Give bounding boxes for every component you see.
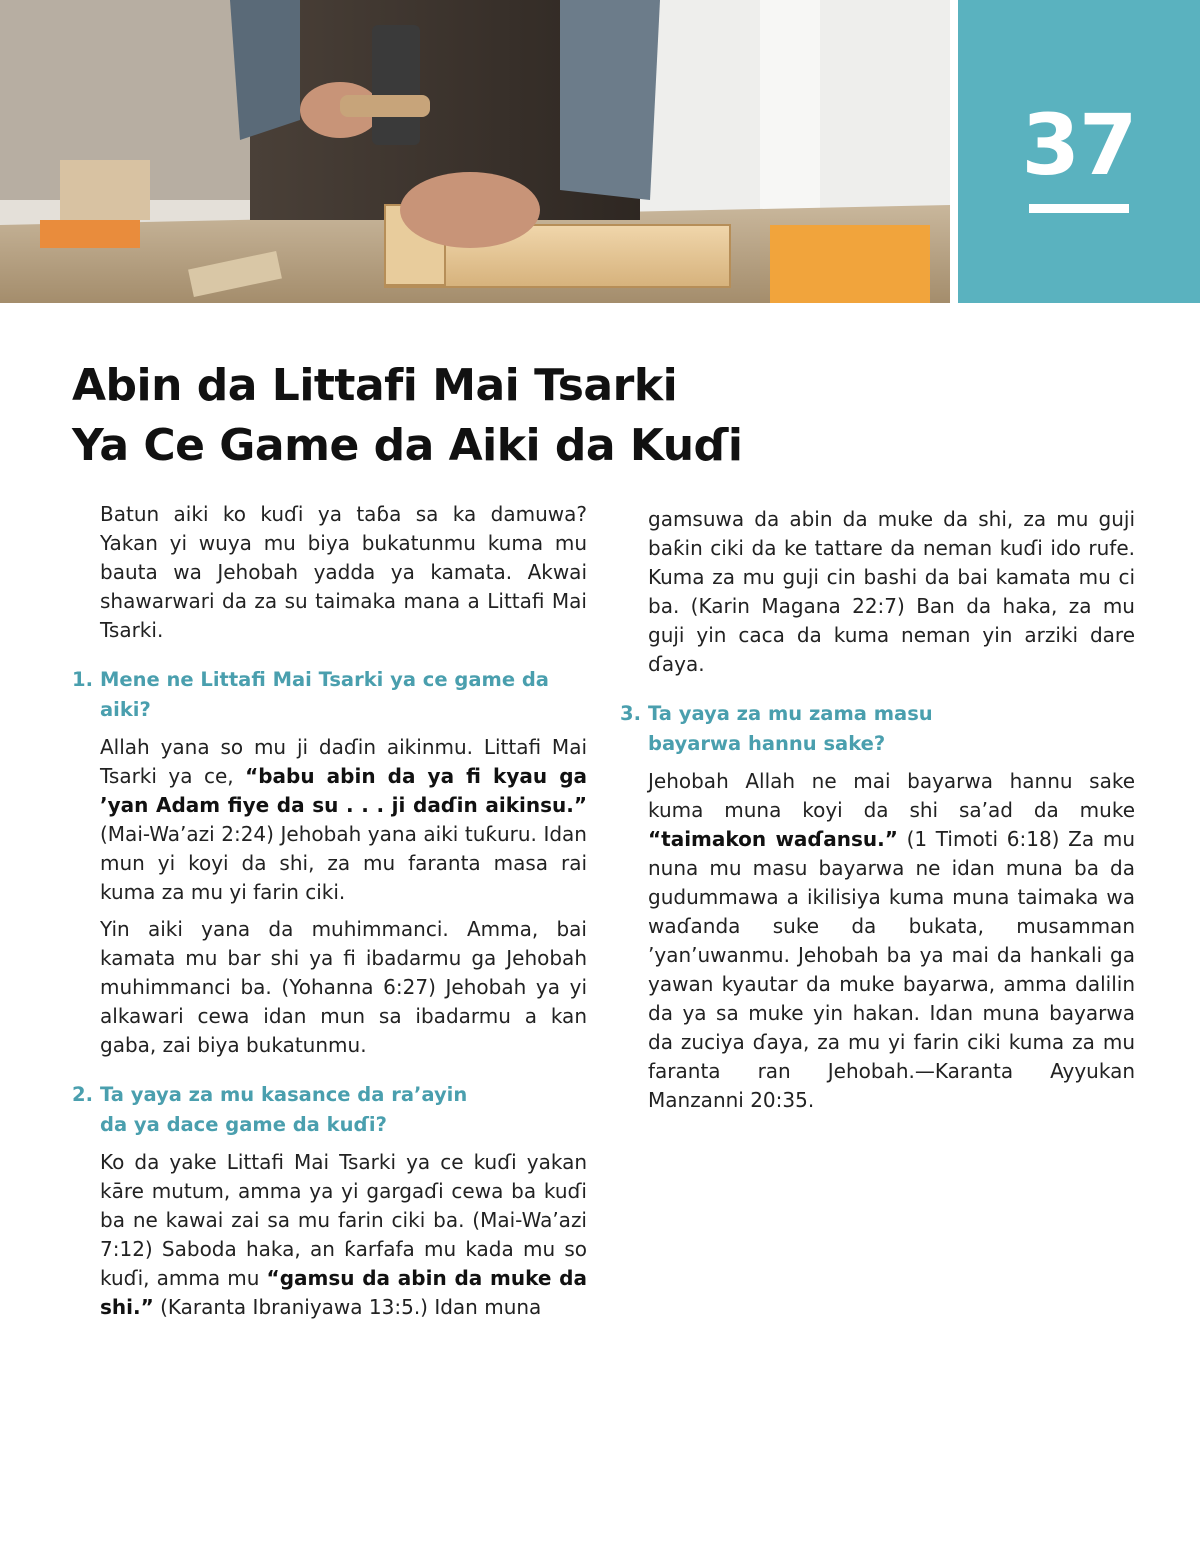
carpenter-illustration (0, 0, 950, 303)
question-1-heading (72, 665, 587, 725)
question-text: Ta yaya za mu zama masu bayarwa hannu sake? (648, 702, 933, 755)
section-2-paragraph-1-continued: gamsuwa da abin da muke da shi, za mu guji baƙin ciki da ke tattare da neman kuɗi ido rufe. Kuma za mu guji cin bashi da bai kamata mu ci ba. (Karin Magana 22:7) Ban da haka, za mu guji yin caca da kuma neman yin arziki dare ɗaya. (648, 507, 1135, 676)
lesson-number-panel (958, 0, 1200, 303)
title-line-1: Abin da Littafi Mai Tsarki (72, 360, 678, 411)
lesson-number: 37 (1021, 96, 1137, 194)
text-run: (Mai-Wa’azi 2:24) Jehobah yana aiki tuƙuru. Idan mun yi koyi da shi, za mu faranta masa rai kuma za mu yi farin ciki. (100, 822, 587, 904)
hero-photo (0, 0, 950, 303)
section-3-paragraph-1 (648, 767, 1135, 1115)
bold-quote: “taimakon waɗansu.” (648, 827, 898, 851)
bold-quote: “babu abin da ya fi kyau ga ’yan Adam fiye da su . . . ji daɗin aikinsu.” (100, 764, 587, 817)
question-text: Ta yaya za mu kasance da ra’ayin da ya dace game da kuɗi? (100, 1083, 468, 1136)
title-line-2: Ya Ce Game da Aiki da Kuɗi (72, 420, 743, 471)
text-run: (Karanta Ibraniyawa 13:5.) Idan muna (153, 1295, 542, 1319)
text-run: Jehobah Allah ne mai bayarwa hannu sake kuma muna koyi da shi sa’ad da muke (648, 769, 1135, 822)
right-column (620, 505, 1135, 1123)
intro-paragraph: Batun aiki ko kuɗi ya taɓa sa ka damuwa? Yakan yi wuya mu biya bukatunmu kuma mu bauta wa Jehobah yadda ya kamata. Akwai shawarwari da za su taimaka mana a Littafi Mai Tsarki. (100, 502, 587, 642)
text-run: Allah yana so mu ji daɗin aikinmu. Littafi Mai Tsarki ya ce, (100, 735, 587, 788)
text-run: Ko da yake Littafi Mai Tsarki ya ce kuɗi yakan kāre mutum, amma ya yi gargaɗi cewa ba kuɗi ba ne kawai zai sa mu farin ciki ba. (Mai-Wa’azi 7:12) Saboda haka, an ƙarfafa mu kada mu so kuɗi, amma mu (100, 1150, 587, 1290)
question-text: Mene ne Littafi Mai Tsarki ya ce game da aiki? (100, 668, 549, 721)
section-1-paragraph-1 (100, 733, 587, 907)
left-column (72, 500, 587, 1330)
question-number: 3. (620, 702, 641, 725)
section-2-paragraph-1 (100, 1148, 587, 1322)
bold-quote: “gamsu da abin da muke da shi.” (100, 1266, 587, 1319)
text-run: (1 Timoti 6:18) Za mu nuna mu masu bayarwa ne idan muna ba da gudummawa a ikilisiya kuma muna taimaka wa waɗanda suke da bukata, musamman ’yan’uwanmu. Jehobah ba ya mai da hankali ga yawan kyautar da muke bayarwa, amma dalilin da ya sa muke yin hakan. Idan muna bayarwa da zuciya ɗaya, za mu yi farin ciki kuma za mu faranta ran Jehobah.—Karanta Ayyukan Manzanni 20:35. (648, 827, 1136, 1112)
section-1-paragraph-2: Yin aiki yana da muhimmanci. Amma, bai kamata mu bar shi ya fi ibadarmu ga Jehobah muhimmanci ba. (Yohanna 6:27) Jehobah ya yi alkawari cewa idan mun sa ibadarmu a kan gaba, zai biya bukatunmu. (100, 917, 587, 1057)
question-number: 2. (72, 1083, 93, 1106)
page-title (72, 356, 972, 476)
question-3-heading (620, 699, 1135, 759)
question-number: 1. (72, 668, 93, 691)
question-2-heading (72, 1080, 587, 1140)
lesson-number-underline (1029, 204, 1129, 213)
